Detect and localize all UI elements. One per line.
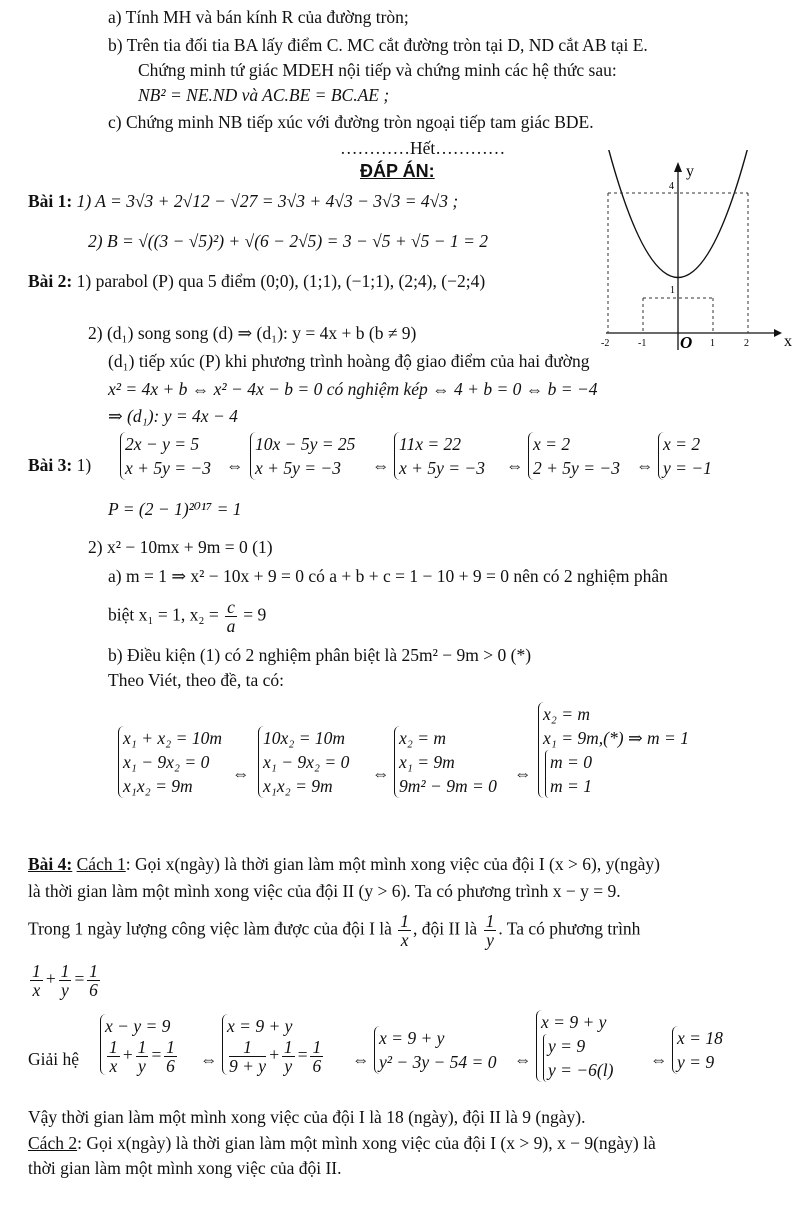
iff-5: ⇔ — [232, 763, 250, 783]
bai4-label: Bài 4: — [28, 854, 73, 874]
tick-label-2x: 2 — [744, 338, 749, 349]
bai4-system-1: x − y = 9 $\frac{1}{x}$ + $\frac{1}{y}$ = $\frac{1}{6}$ — [98, 1014, 181, 1075]
bai4-cach2-line1: Cách 2: Gọi x(ngày) là thời gian làm một mình xong việc của đội I (x > 9), x − 9(ngày) là — [28, 1133, 656, 1153]
bai2-line2: 2) (d₁) song song (d) ⇒ (d₁): y = 4x + b (b ≠ 9) — [88, 323, 417, 343]
origin-label: O — [680, 333, 693, 352]
bai4-system-5: x = 18 y = 9 — [670, 1026, 725, 1074]
question-part-c: c) Chứng minh NB tiếp xúc với đường tròn ngoại tiếp tam giác BDE. — [108, 112, 594, 132]
viet-system-4: x₂ = m x₁ = 9m,(*) ⇒ m = 1 m = 0 m = 1 — [536, 702, 691, 798]
iff-7: ⇔ — [514, 763, 532, 783]
question-part-b: b) Trên tia đối tia BA lấy điểm C. MC cắt đường tròn tại D, ND cắt AB tại E. — [108, 35, 648, 55]
iff-9: ⇔ — [352, 1049, 370, 1069]
bai4-system-3: x = 9 + y y² − 3y − 54 = 0 — [372, 1026, 498, 1074]
cach2-label: Cách 2 — [28, 1133, 78, 1153]
bai3-part2b: b) Điều kiện (1) có 2 nghiệm phân biệt là 25m² − 9m > 0 (*) — [108, 645, 532, 665]
bai1-label: Bài 1: — [28, 191, 73, 211]
bai4-conclusion: Vậy thời gian làm một mình xong việc của đội I là 18 (ngày), đội II là 9 (ngày). — [28, 1107, 586, 1127]
bai4-line1: Bài 4: Cách 1: Gọi x(ngày) là thời gian làm một mình xong việc của đội I (x > 6), y(ngày) — [28, 854, 660, 874]
iff-2: ⇔ — [372, 455, 390, 475]
bai2-parabol-points: 1) parabol (P) qua 5 điểm (0;0), (1;1), (−1;1), (2;4), (−2;4) — [72, 271, 486, 291]
bai4-system-4: x = 9 + y y = 9 y = −6(l) — [534, 1010, 615, 1082]
bai2-label: Bài 2: — [28, 271, 73, 291]
system-2: 10x − 5y = 25 x + 5y = −3 — [248, 432, 357, 480]
bai1-formula-a: 1) A = 3√3 + 2√12 − √27 = 3√3 + 4√3 − 3√3 = 4√3 ; — [72, 191, 459, 211]
bai1-line1 — [28, 190, 458, 212]
bai2-line3: (d₁) tiếp xúc (P) khi phương trình hoàng độ giao điểm của hai đường — [108, 351, 590, 371]
bai3-part2a: a) m = 1 ⇒ x² − 10x + 9 = 0 có a + b + c = 1 − 10 + 9 = 0 nên có 2 nghiệm phân — [108, 566, 668, 586]
system-1: 2x − y = 5 x + 5y = −3 — [118, 432, 213, 480]
end-mark: …………Hết………… — [340, 138, 506, 158]
bai2-line1 — [28, 270, 485, 292]
system-3: 11x = 22 x + 5y = −3 — [392, 432, 487, 480]
bai4-system-2: x = 9 + y $\frac{1}{9 + y}$ + $\frac{1}{y}$ = $\frac{1}{6}$ — [220, 1014, 327, 1075]
bai1-formula-b: 2) B = √((3 − √5)²) + √(6 − 2√5) = 3 − √5 + √5 − 1 = 2 — [88, 231, 489, 251]
cach1-label: Cách 1 — [76, 854, 126, 874]
bai2-line4: x² = 4x + b ⇔ x² − 4x − b = 0 có nghiệm kép ⇔ 4 + b = 0 ⇔ b = −4 — [108, 379, 598, 399]
tick-label-1: 1 — [670, 285, 675, 296]
tick-label-neg2: -2 — [601, 338, 610, 349]
question-part-b-formula: NB² = NE.ND và AC.BE = BC.AE ; — [138, 85, 390, 105]
viet-intro: Theo Viét, theo đề, ta có: — [108, 670, 284, 690]
iff-8: ⇔ — [200, 1049, 218, 1069]
viet-system-1: x₁ + x₂ = 10m x₁ − 9x₂ = 0 x₁x₂ = 9m — [116, 726, 224, 798]
tick-label-neg1: -1 — [638, 338, 647, 349]
bai2-line5: ⇒ (d₁): y = 4x − 4 — [108, 406, 238, 426]
question-part-b-line2: Chứng minh tứ giác MDEH nội tiếp và chứng minh các hệ thức sau: — [138, 60, 617, 80]
bai4-line2: là thời gian làm một mình xong việc của đội II (y > 6). Ta có phương trình x − y = 9. — [28, 881, 621, 901]
parabola-graph — [596, 150, 800, 360]
system-5: x = 2 y = −1 — [656, 432, 714, 480]
y-label: y — [686, 163, 694, 180]
x-axis-arrow — [774, 329, 782, 337]
question-part-a: a) Tính MH và bán kính R của đường tròn; — [108, 7, 409, 27]
p-value: P = (2 − 1)²⁰¹⁷ = 1 — [108, 499, 242, 519]
answer-title: ĐÁP ÁN: — [360, 161, 435, 181]
iff-1: ⇔ — [226, 455, 244, 475]
bai4-cach2-line2: thời gian làm một mình xong việc của đội II. — [28, 1158, 342, 1178]
viet-system-3: x₂ = m x₁ = 9m 9m² − 9m = 0 — [392, 726, 499, 798]
bai3-num: 1) — [72, 455, 92, 475]
iff-3: ⇔ — [506, 455, 524, 475]
bai3-line1 — [28, 454, 91, 476]
iff-4: ⇔ — [636, 455, 654, 475]
iff-11: ⇔ — [650, 1049, 668, 1069]
bai3-part2a-roots: biệt x₁ = 1, x₂ = $\frac{c}{a}$ = 9 — [108, 597, 267, 636]
viet-system-2: 10x₂ = 10m x₁ − 9x₂ = 0 x₁x₂ = 9m — [256, 726, 351, 798]
system-4: x = 2 2 + 5y = −3 — [526, 432, 622, 480]
iff-6: ⇔ — [372, 763, 390, 783]
tick-label-1x: 1 — [710, 338, 715, 349]
iff-10: ⇔ — [514, 1049, 532, 1069]
x-label: x — [784, 333, 792, 350]
bai4-line3: Trong 1 ngày lượng công việc làm được của đội I là $\frac{1}{x}$ , đội II là $\frac{1}{y}$ . Ta có phương trình — [28, 911, 641, 950]
tick-label-4: 4 — [669, 181, 674, 192]
giai-he-label: Giải hệ — [28, 1049, 80, 1069]
bai3-part2: 2) x² − 10mx + 9m = 0 (1) — [88, 537, 273, 557]
bai4-equation: $\frac{1}{x}$ + $\frac{1}{y}$ = $\frac{1}{6}$ — [32, 961, 98, 1000]
y-axis-arrow — [674, 162, 682, 172]
bai3-label: Bài 3: — [28, 455, 73, 475]
